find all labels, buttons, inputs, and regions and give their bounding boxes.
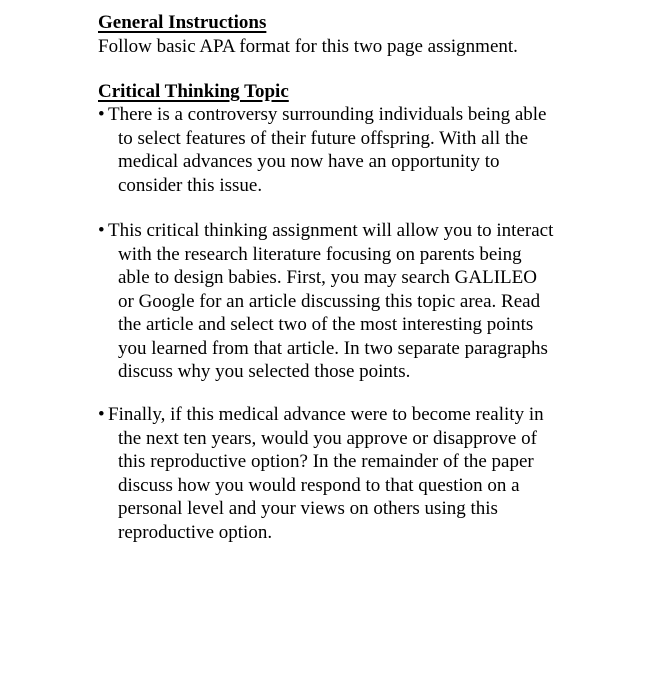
bullet-line [98, 219, 553, 243]
bullet-line: personal level and your views on others using this [118, 498, 498, 519]
bullet-line: discuss why you selected those points. [118, 361, 411, 382]
bullet-line: this reproductive option? In the remainder of the paper [118, 451, 534, 472]
general-instructions-text: Follow basic APA format for this two page assignment. [98, 36, 518, 57]
bullet-line: discuss how you would respond to that question on a [118, 474, 520, 496]
bullet-text: Finally, if this medical advance were to become reality in [108, 404, 544, 425]
bullet-dot-icon: • [98, 404, 105, 425]
bullet-line: the article and select two of the most interesting points [118, 314, 534, 335]
critical-thinking-topic-heading: Critical Thinking Topic [98, 81, 289, 102]
bullet-line: with the research literature focusing on parents being [118, 243, 522, 265]
general-instructions-heading: General Instructions [98, 12, 267, 33]
bullet-line [98, 103, 546, 127]
bullet-dot-icon: • [98, 104, 105, 125]
bullet-line: consider this issue. [118, 174, 263, 196]
bullet-line: to select features of their future offspring. With all the [118, 127, 529, 149]
bullet-line: reproductive option. [118, 521, 273, 543]
bullet-dot-icon: • [98, 220, 105, 241]
bullet-line: medical advances you now have an opportunity to [118, 151, 500, 172]
bullet-text: This critical thinking assignment will allow you to interact [108, 220, 554, 241]
bullet-line: the next ten years, would you approve or disapprove of [118, 427, 537, 449]
bullet-line: able to design babies. First, you may search GALILEO [118, 267, 537, 288]
bullet-line: or Google for an article discussing this topic area. Read [118, 290, 541, 312]
bullet-line [98, 403, 544, 427]
bullet-text: There is a controversy surrounding individuals being able [108, 104, 547, 125]
bullet-line: you learned from that article. In two separate paragraphs [118, 337, 548, 359]
